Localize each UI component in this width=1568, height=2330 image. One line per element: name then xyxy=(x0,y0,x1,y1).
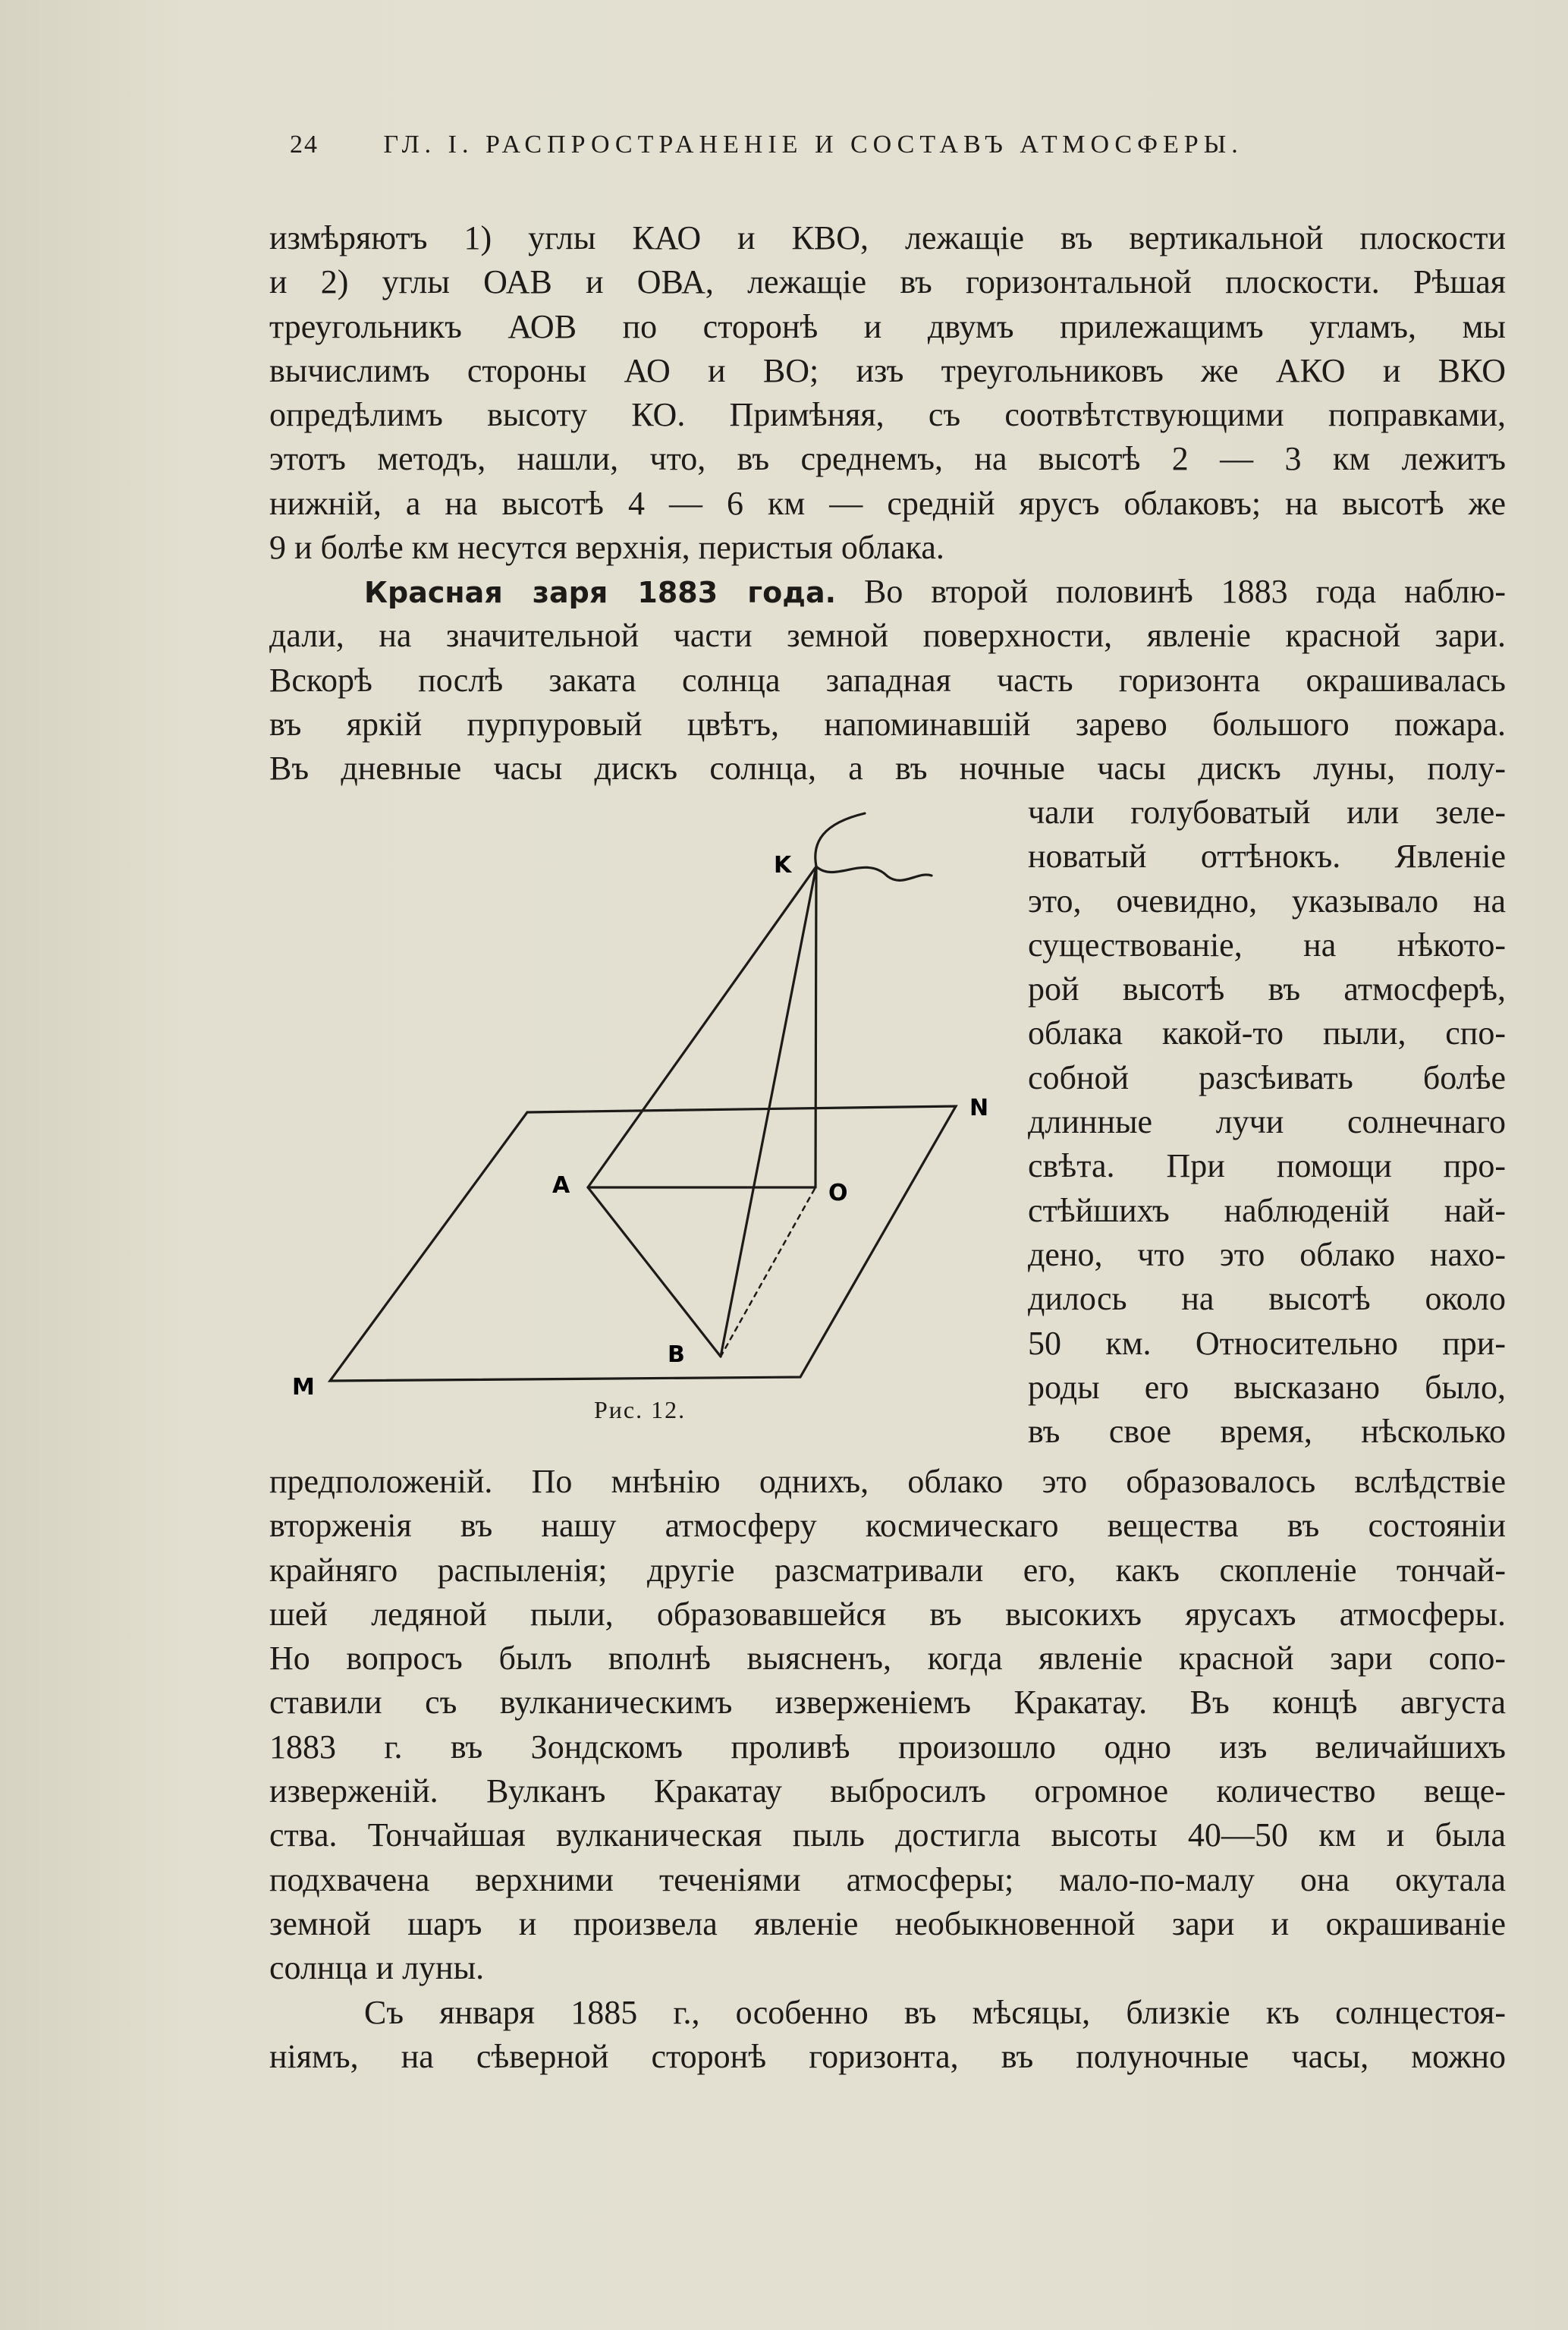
edge-ab xyxy=(588,1187,721,1357)
text-line: предположеній. По мнѣнію однихъ, облако это образовалось вслѣдствіе xyxy=(269,1463,1506,1500)
paragraph-3 xyxy=(269,1991,1506,2080)
text-line: измѣряютъ 1) углы КАО и КВО, лежащіе въ вертикальной плоскости xyxy=(269,219,1506,256)
text-line: рой высотѣ въ атмосферѣ, xyxy=(1028,970,1506,1008)
text-line: вторженія въ нашу атмосферу космическаго вещества въ состояніи xyxy=(269,1507,1506,1545)
text-line: крайняго распыленія; другіе разсматривали его, какъ скопленіе тончай- xyxy=(269,1551,1506,1589)
text-line: стѣйшихъ наблюденій най- xyxy=(1028,1191,1506,1229)
edge-ka xyxy=(588,866,816,1187)
text-line: опредѣлимъ высоту КО. Примѣняя, съ соотвѣтствующими поправками, xyxy=(269,396,1506,434)
text-line: Но вопросъ былъ вполнѣ выясненъ, когда явленіе красной зари сопо- xyxy=(269,1640,1506,1678)
edge-bo-dashed xyxy=(721,1187,815,1357)
text-line: 9 и болѣе км несутся верхнія, перистыя облака. xyxy=(269,529,944,567)
section-red-dawn xyxy=(269,570,1506,791)
edge-ko xyxy=(815,866,816,1187)
edge-kb xyxy=(721,866,816,1357)
text-line: 50 км. Относительно при- xyxy=(1028,1324,1506,1362)
cloud-wisp-lower xyxy=(816,866,932,880)
section-first-line-text: Во второй половинѣ 1883 года наблю- xyxy=(863,573,1506,610)
text-line: вычислимъ стороны АО и ВО; изъ треугольниковъ же АКО и ВКО xyxy=(269,351,1506,389)
paragraph-1 xyxy=(269,216,1506,570)
text-line: дали, на значительной части земной поверхности, явленіе красной зари. xyxy=(269,617,1506,655)
text-line: ства. Тончайшая вулканическая пыль достигла высоты 40—50 км и была xyxy=(269,1816,1506,1854)
text-line: Вскорѣ послѣ заката солнца западная часть горизонта окрашивалась xyxy=(269,661,1506,699)
text-line: дилось на высотѣ около xyxy=(1028,1280,1506,1318)
text-line: облака какой-то пыли, спо- xyxy=(1028,1014,1506,1052)
text-line: собной разсѣивать болѣе xyxy=(1028,1058,1506,1096)
text-line: свѣта. При помощи про- xyxy=(1028,1147,1506,1185)
text-line: подхвачена верхними теченіями атмосферы; мало-по-малу она окутала xyxy=(269,1860,1506,1898)
section-continuation xyxy=(269,1460,1506,1991)
text-line: Въ дневные часы дискъ солнца, а въ ночные часы дискъ луны, полу- xyxy=(269,750,1506,788)
text-line: шей ледяной пыли, образовавшейся въ высокихъ ярусахъ атмосферы. xyxy=(269,1595,1506,1633)
text-line: ставили съ вулканическимъ изверженіемъ Кракатау. Въ концѣ августа xyxy=(269,1684,1506,1722)
running-title: ГЛ. I. РАСПРОСТРАНЕНІЕ И СОСТАВЪ АТМОСФЕРЫ. xyxy=(383,130,1243,159)
text-line: 1883 г. въ Зондскомъ проливѣ произошло одно изъ величайшихъ xyxy=(269,1728,1506,1766)
label-k: K xyxy=(774,852,792,879)
figure-caption: Рис. 12. xyxy=(594,1396,687,1423)
text-line: и 2) углы ОАВ и ОВА, лежащіе въ горизонтальной плоскости. Рѣшая xyxy=(269,263,1506,301)
text-line: земной шаръ и произвела явленіе необыкновенной зари и окрашиваніе xyxy=(269,1904,1506,1942)
running-header xyxy=(290,130,1526,159)
label-n: N xyxy=(969,1095,989,1121)
horizontal-plane xyxy=(330,1106,956,1381)
label-a: A xyxy=(552,1172,570,1199)
text-line: существованіе, на нѣкото- xyxy=(1028,926,1506,964)
label-b: B xyxy=(668,1341,685,1368)
label-m: M xyxy=(292,1374,315,1401)
side-column xyxy=(1028,791,1506,1454)
page-number: 24 xyxy=(290,130,319,159)
text-line: въ яркій пурпуровый цвѣтъ, напоминавшій зарево большого пожара. xyxy=(269,705,1506,743)
text-line: нижній, а на высотѣ 4 — 6 км — средній ярусъ облаковъ; на высотѣ же xyxy=(269,484,1506,522)
section-first-line xyxy=(269,570,1506,614)
text-line: треугольникъ АОВ по сторонѣ и двумъ прилежащимъ угламъ, мы xyxy=(269,307,1506,345)
text-line: Съ января 1885 г., особенно въ мѣсяцы, близкіе къ солнцестоя- xyxy=(364,1994,1506,2031)
text-line: солнца и луны. xyxy=(269,1949,485,1987)
text-line: роды его высказано было, xyxy=(1028,1368,1506,1406)
text-line: изверженій. Вулканъ Кракатау выбросилъ огромное количество веще- xyxy=(269,1772,1506,1810)
text-line: этотъ методъ, нашли, что, въ среднемъ, на высотѣ 2 — 3 км лежитъ xyxy=(269,440,1506,478)
section-heading: Красная заря 1883 года. xyxy=(364,576,837,609)
text-line: длинные лучи солнечнаго xyxy=(1028,1103,1506,1141)
cloud-wisp-upper xyxy=(815,813,865,866)
text-line: чали голубоватый или зеле- xyxy=(1028,794,1506,831)
text-line: новатый оттѣнокъ. Явленіе xyxy=(1028,838,1506,876)
label-o: O xyxy=(828,1180,848,1206)
text-line: въ свое время, нѣсколько xyxy=(1028,1413,1506,1451)
text-line: ніямъ, на сѣверной сторонѣ горизонта, въ полуночные часы, можно xyxy=(269,2038,1506,2076)
text-line: это, очевидно, указывало на xyxy=(1028,882,1506,920)
text-line: дено, что это облако нахо- xyxy=(1028,1235,1506,1273)
figure-12-diagram xyxy=(288,781,1017,1442)
